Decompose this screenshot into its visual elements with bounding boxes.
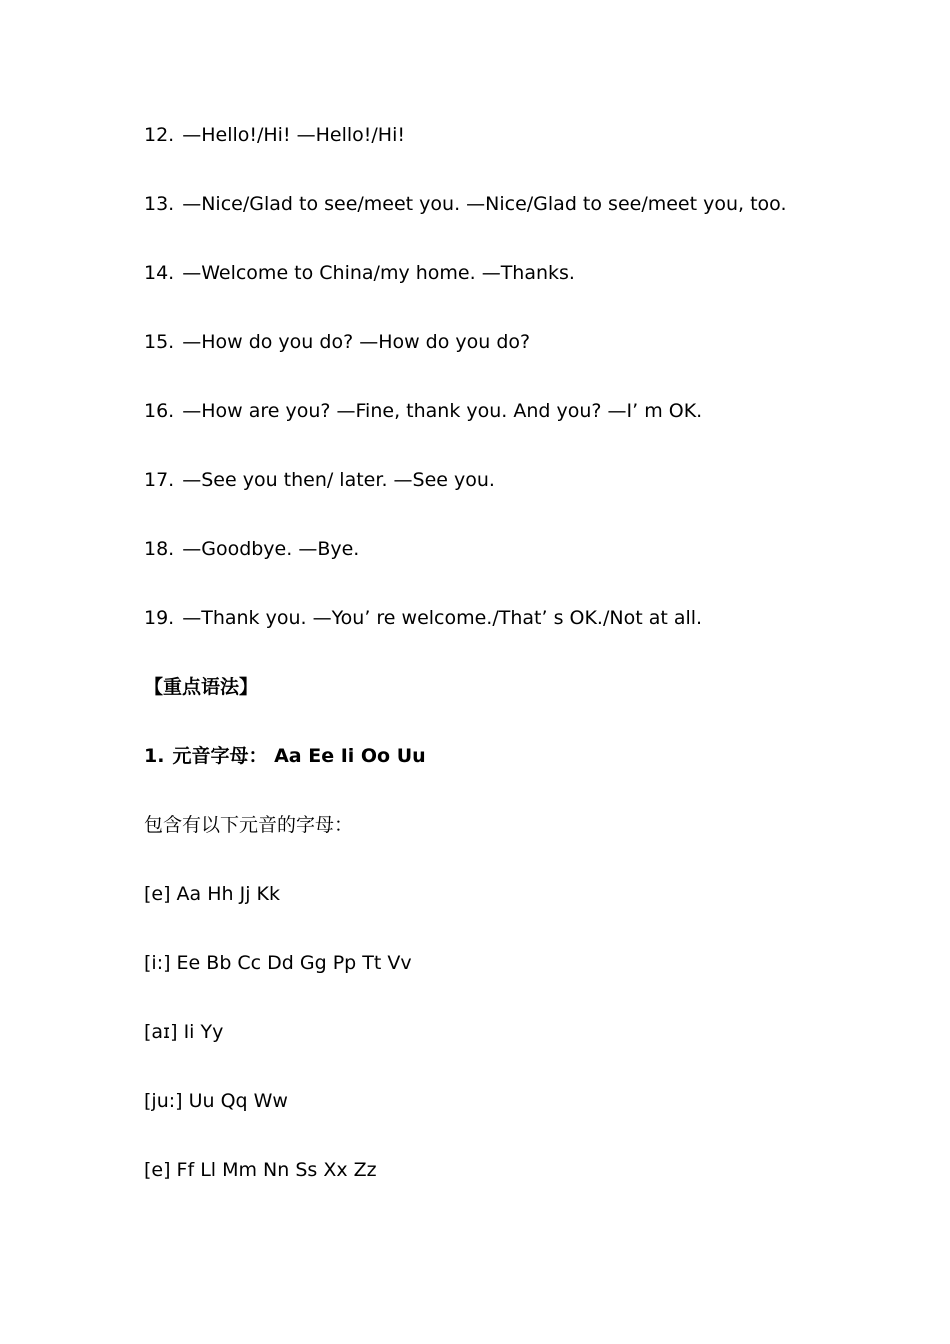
dialogue-text: —Welcome to China/my home. —Thanks.	[182, 262, 575, 284]
dialogue-text: —Goodbye. —Bye.	[182, 538, 360, 560]
item-number: 16.	[144, 400, 175, 422]
dialogue-text: —Nice/Glad to see/meet you. —Nice/Glad to see/meet you, too.	[182, 193, 787, 215]
dialogue-text: —Thank you. —You’ re welcome./That’ s OK./Not at all.	[182, 607, 703, 629]
dialogue-text: —See you then/ later. —See you.	[182, 469, 495, 491]
item-number: 15.	[144, 331, 175, 353]
vowel-group: [aɪ] Ii Yy	[144, 1021, 224, 1043]
dialogue-line	[144, 468, 495, 492]
item-number: 14.	[144, 262, 175, 284]
grammar-item-title	[144, 744, 426, 768]
dialogue-line	[144, 192, 787, 216]
grammar-heading: 【重点语法】	[144, 676, 259, 698]
item-number: 18.	[144, 538, 175, 560]
dialogue-line	[144, 537, 359, 561]
vowel-letters-title: 元音字母： Aa Ee Ii Oo Uu	[172, 745, 426, 767]
item-number: 13.	[144, 193, 175, 215]
dialogue-line	[144, 123, 405, 147]
item-number: 12.	[144, 124, 175, 146]
dialogue-line	[144, 261, 575, 285]
item-number: 17.	[144, 469, 175, 491]
dialogue-text: —How do you do? —How do you do?	[182, 331, 531, 353]
dialogue-line	[144, 606, 702, 630]
vowel-intro: 包含有以下元音的字母：	[144, 814, 354, 836]
dialogue-line	[144, 399, 702, 423]
item-number: 1.	[144, 745, 165, 767]
vowel-group: [e] Ff Ll Mm Nn Ss Xx Zz	[144, 1159, 377, 1181]
vowel-group: [ju:] Uu Qq Ww	[144, 1090, 288, 1112]
vowel-group: [i:] Ee Bb Cc Dd Gg Pp Tt Vv	[144, 952, 412, 974]
dialogue-text: —Hello!/Hi! —Hello!/Hi!	[182, 124, 405, 146]
dialogue-line	[144, 330, 530, 354]
dialogue-text: —How are you? —Fine, thank you. And you? —I’ m OK.	[182, 400, 703, 422]
item-number: 19.	[144, 607, 175, 629]
vowel-group: [e] Aa Hh Jj Kk	[144, 883, 280, 905]
